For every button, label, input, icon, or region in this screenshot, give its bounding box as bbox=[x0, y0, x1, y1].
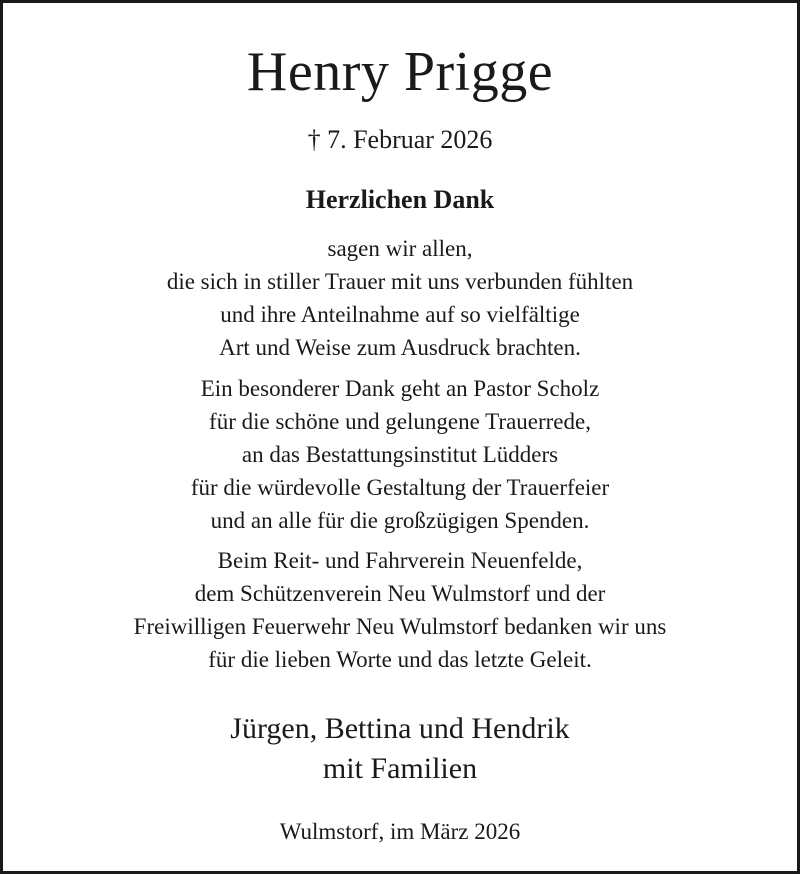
signers bbox=[3, 709, 797, 789]
text-line: Ein besonderer Dank geht an Pastor Scholz bbox=[200, 376, 600, 401]
place-and-date: Wulmstorf, im März 2026 bbox=[279, 819, 521, 844]
text-line: für die schöne und gelungene Trauerrede, bbox=[209, 409, 591, 434]
text-line: und ihre Anteilnahme auf so vielfältige bbox=[220, 302, 580, 327]
text-line: dem Schützenverein Neu Wulmstorf und der bbox=[194, 581, 606, 606]
text-line: an das Bestattungsinstitut Lüdders bbox=[241, 442, 559, 467]
text-line: Freiwilligen Feuerwehr Neu Wulmstorf bedanken wir uns bbox=[133, 614, 667, 639]
text-line: für die lieben Worte und das letzte Geleit. bbox=[208, 647, 592, 672]
text-line: Art und Weise zum Ausdruck brachten. bbox=[219, 335, 581, 360]
signer-names: Jürgen, Bettina und Hendrik bbox=[230, 712, 570, 745]
deceased-name: Henry Prigge bbox=[246, 41, 554, 103]
text-line: sagen wir allen, bbox=[327, 236, 473, 261]
text-line: und an alle für die großzügigen Spenden. bbox=[210, 508, 590, 533]
text-line: Beim Reit- und Fahrverein Neuenfelde, bbox=[217, 548, 583, 573]
thanks-paragraph-associations bbox=[3, 544, 797, 676]
death-date: † 7. Februar 2026 bbox=[307, 125, 493, 154]
signer-family: mit Familien bbox=[322, 752, 478, 785]
text-line: für die würdevolle Gestaltung der Trauerfeier bbox=[190, 475, 610, 500]
thanks-heading: Herzlichen Dank bbox=[305, 185, 495, 214]
thanks-paragraph-general bbox=[3, 232, 797, 364]
thanks-paragraph-special bbox=[3, 372, 797, 537]
text-line: die sich in stiller Trauer mit uns verbunden fühlten bbox=[166, 269, 634, 294]
